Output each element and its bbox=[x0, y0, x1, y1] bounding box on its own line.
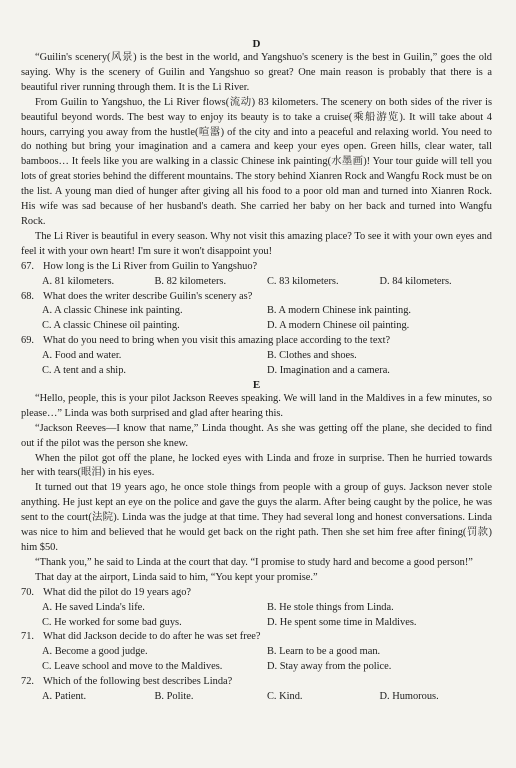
question-text: How long is the Li River from Guilin to Yangshuo? bbox=[43, 260, 258, 272]
option-b[interactable]: B. 82 kilometers. bbox=[154, 275, 227, 287]
question-number: 67. bbox=[21, 260, 34, 272]
option-b[interactable]: B. Learn to be a good man. bbox=[267, 646, 381, 658]
passage-paragraph: The Li River is beautiful in every season. Why not visit this amazing place? To see it with your own eyes and feel it with your own heart! I'm sure it won't disappoint you! bbox=[21, 230, 492, 257]
option-c[interactable]: C. A classic Chinese oil painting. bbox=[42, 320, 180, 332]
question-72 bbox=[21, 675, 492, 705]
option-d[interactable]: D. Imagination and a camera. bbox=[267, 365, 390, 377]
option-a[interactable]: A. He saved Linda's life. bbox=[42, 601, 145, 613]
option-c[interactable]: C. Kind. bbox=[267, 691, 303, 703]
option-c[interactable]: C. Leave school and move to the Maldives. bbox=[42, 661, 223, 673]
passage-paragraph: “Thank you,” he said to Linda at the court that day. “I promise to study hard and become a good person!” bbox=[35, 556, 473, 568]
question-67 bbox=[21, 260, 492, 290]
option-b[interactable]: B. He stole things from Linda. bbox=[267, 601, 394, 613]
option-d[interactable]: D. A modern Chinese oil painting. bbox=[267, 320, 410, 332]
option-b[interactable]: B. Polite. bbox=[154, 691, 194, 703]
passage-paragraph: “Jackson Reeves—I know that name,” Linda thought. As she was getting off the plane, she decided to find out if the pilot was the person she knew. bbox=[21, 422, 492, 449]
question-number: 71. bbox=[21, 631, 34, 643]
option-c[interactable]: C. He worked for some bad guys. bbox=[42, 616, 182, 628]
question-text: Which of the following best describes Linda? bbox=[43, 676, 233, 688]
section-e-title: E bbox=[252, 378, 261, 391]
passage-paragraph: That day at the airport, Linda said to him, “You kept your promise.” bbox=[35, 571, 318, 583]
option-b[interactable]: B. Clothes and shoes. bbox=[267, 350, 357, 362]
passage-paragraph: It turned out that 19 years ago, he once stole things from people with a group of guys. Jackson never stole anything. He just kept an eye on the police and gave the guys the alarm. After being caught by the police, he was sent to the court(法院). Linda was the judge at that time. They had several long and honest conversations. Linda was nice to him and believed that he would get back on the right path. Then she set him free after fining(罚款) him $50. bbox=[21, 482, 492, 553]
passage-paragraph: From Guilin to Yangshuo, the Li River flows(流动) 83 kilometers. The scenery on both sides of the river is beautiful beyond words. The best way to enjoy its beauty is to take a cruise(乘船游览). It will take about 4 hours, carrying you away from the hustle(喧嚣) of the city and into a peaceful and relaxing world. You need to do nothing but bring your imagination and a camera and keep your eyes open. Green hills, clear water, tall bamboos… It feels like you are walking in a classic Chinese ink painting(水墨画)! Your tour guide will tell you lots of great stories behind the different mountains. The story behind Xianren Rock and Wangfu Rock must be on the list. A young man died of hunger after giving all his food to a poor old man and turned into Xianren Rock. His wife was sad because of her husband's death. She carried her baby on her back and turned into Wangfu Rock. bbox=[21, 96, 492, 227]
section-e-passage bbox=[21, 392, 492, 586]
question-70 bbox=[21, 586, 492, 631]
question-71 bbox=[21, 630, 492, 675]
option-a[interactable]: A. Become a good judge. bbox=[42, 646, 148, 658]
passage-paragraph: “Guilin's scenery(风景) is the best in the world, and Yangshuo's scenery is the best in Guilin,” goes the old saying. Why is the scenery of Guilin and Yangshuo so great? One main reason is probably that there is a beautiful river running through them. It is the Li River. bbox=[21, 52, 492, 93]
passage-paragraph: “Hello, people, this is your pilot Jackson Reeves speaking. We will land in the Maldives in a few minutes, so please…” Linda was both surprised and glad after hearing this. bbox=[21, 392, 492, 419]
question-number: 72. bbox=[21, 676, 34, 688]
question-68 bbox=[21, 290, 492, 335]
option-a[interactable]: A. A classic Chinese ink painting. bbox=[42, 305, 183, 317]
option-d[interactable]: D. 84 kilometers. bbox=[379, 275, 452, 287]
option-b[interactable]: B. A modern Chinese ink painting. bbox=[267, 305, 412, 317]
option-d[interactable]: D. He spent some time in Maldives. bbox=[267, 616, 417, 628]
section-d-title: D bbox=[252, 38, 261, 50]
question-text: What did the pilot do 19 years ago? bbox=[43, 586, 192, 598]
question-69 bbox=[21, 334, 492, 379]
option-c[interactable]: C. A tent and a ship. bbox=[42, 365, 126, 377]
option-a[interactable]: A. Patient. bbox=[42, 691, 87, 703]
option-d[interactable]: D. Stay away from the police. bbox=[267, 661, 392, 673]
passage-paragraph: When the pilot got off the plane, he locked eyes with Linda and froze in surprise. Then he hurried towards her with tears(眼泪) in his eyes. bbox=[21, 452, 492, 479]
question-number: 68. bbox=[21, 290, 34, 302]
section-d-passage bbox=[21, 51, 492, 260]
question-text: What do you need to bring when you visit this amazing place according to the text? bbox=[43, 335, 391, 347]
question-number: 69. bbox=[21, 335, 34, 347]
option-a[interactable]: A. 81 kilometers. bbox=[42, 275, 115, 287]
option-d[interactable]: D. Humorous. bbox=[379, 691, 439, 703]
option-c[interactable]: C. 83 kilometers. bbox=[267, 275, 339, 287]
question-text: What does the writer describe Guilin's scenery as? bbox=[43, 290, 253, 302]
option-a[interactable]: A. Food and water. bbox=[42, 350, 122, 362]
question-number: 70. bbox=[21, 586, 34, 598]
question-text: What did Jackson decide to do after he was set free? bbox=[43, 631, 261, 643]
